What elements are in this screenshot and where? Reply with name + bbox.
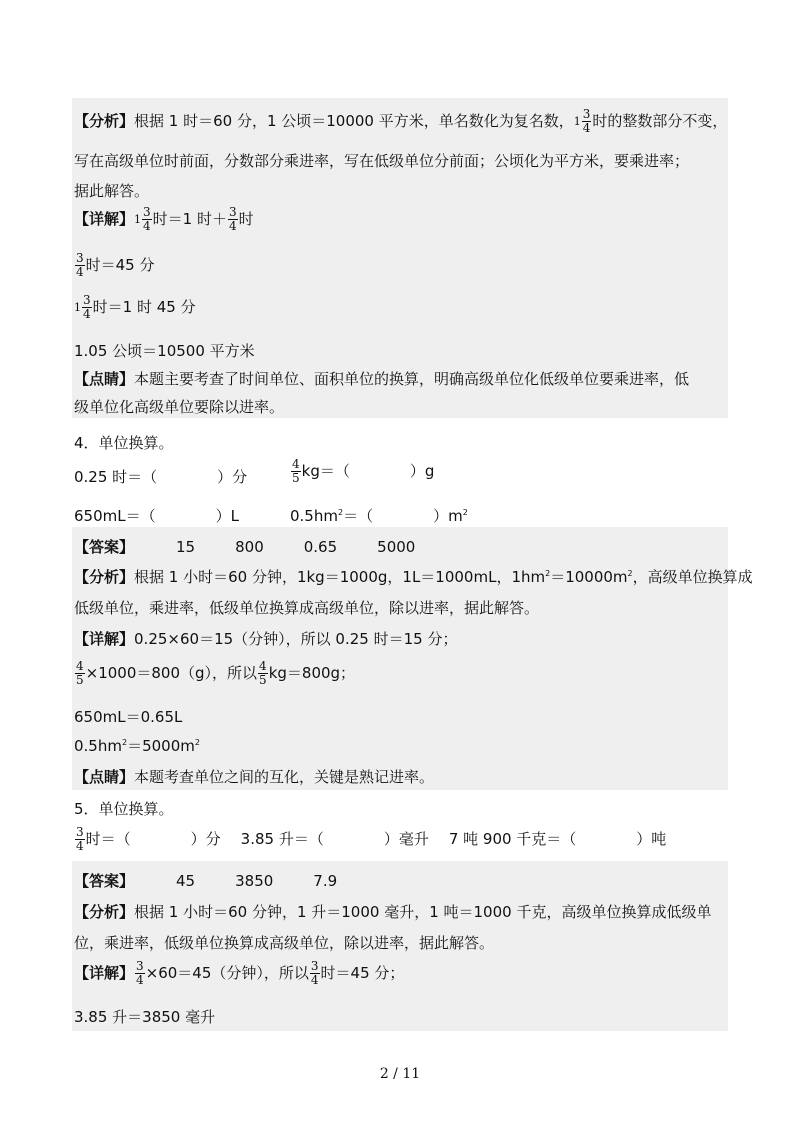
analysis-label: 【分析】 [74,903,135,921]
fraction: $\frac{4}{5}$ [259,659,267,687]
q3-detail-line-3: 1 $\frac{3}{4}$ 时＝1 时 45 分 [74,293,196,321]
q5-detail-line-1: 【详解】 $\frac{3}{4}$ ×60＝45（分钟），所以 $\frac{3}{4}$ 时＝45 分； [74,959,405,987]
q3-analysis-line-2: 写在高级单位时前面，分数部分乘进率，写在低级单位分前面；公顷化为平方米，要乘进率； [74,152,690,170]
detail-label: 【详解】 [74,964,135,982]
q4-detail-line-3: 650mL＝0.65L [74,708,183,726]
fraction: $\frac{3}{4}$ [76,251,84,279]
answer-value: 3850 [235,872,274,890]
analysis-label: 【分析】 [74,112,135,130]
page-number: 2 / 11 [379,1066,421,1082]
q5-analysis-line-2: 位，乘进率，低级单位换算成高级单位，除以进率，据此解答。 [74,934,495,952]
q5-analysis-line-1: 【分析】根据 1 小时＝60 分钟，1 升＝1000 毫升，1 吨＝1000 千克，高级单位换算成低级单 [74,903,712,921]
fraction: $\frac{3}{4}$ [76,825,84,853]
q4-row-1a: 0.25 时＝（ ）分 [74,468,248,486]
fraction: $\frac{3}{4}$ [83,293,91,321]
comment-label: 【点睛】 [74,370,135,388]
q4-detail-line-1: 【详解】0.25×60＝15（分钟），所以 0.25 时＝15 分； [74,630,458,648]
detail-label: 【详解】 [74,210,135,228]
q5-row: $\frac{3}{4}$ 时＝（ ）分 3.85 升＝（ ）毫升 7 吨 900 千克＝（ ）吨 [76,825,667,853]
q4-row-2b: $0.5hm^2=$（ ）$m^2$ [290,507,468,525]
q3-analysis-line-3: 据此解答。 [74,182,150,200]
analysis-label: 【分析】 [74,568,135,586]
answer-label: 【答案】 [74,872,135,890]
q4-answer [74,536,415,557]
q3-detail-line-2: $\frac{3}{4}$ 时＝45 分 [76,251,155,279]
q5-answer [74,870,337,891]
q4-comment: 【点睛】本题考查单位之间的互化，关键是熟记进率。 [74,768,435,786]
answer-value: 5000 [377,538,416,556]
fraction: $\frac{4}{5}$ [76,659,84,687]
q3-detail-line-4: 1.05 公顷＝10500 平方米 [74,342,255,360]
fraction: $\frac{3}{4}$ [228,205,237,233]
q5-detail-line-2: 3.85 升＝3850 毫升 [74,1008,216,1026]
fraction: $\frac{3}{4}$ [136,959,144,987]
q4-row-2a: 650mL＝（ ）L [74,507,239,525]
q4-analysis-line-2: 低级单位，乘进率，低级单位换算成高级单位，除以进率，据此解答。 [74,599,540,617]
answer-value: 0.65 [303,538,338,556]
q3-detail-line-1: 【详解】1 $\frac{3}{4}$ 时＝1 时＋ $\frac{3}{4}$ 时 [74,205,254,233]
fraction: $\frac{3}{4}$ [310,959,319,987]
fraction: $\frac{3}{4}$ [143,205,151,233]
q3-analysis-line-1: 【分析】根据 1 时＝60 分，1 公顷＝10000 平方米，单名数化为复名数，1 $\frac{3}{4}$ 时的整数部分不变， [74,107,728,135]
q4-detail-line-4: $0.5hm^2=5000m^2$ [74,737,200,755]
answer-value: 7.9 [313,872,338,890]
answer-value: 45 [176,872,196,890]
fraction: $\frac{4}{5}$ [292,457,300,485]
detail-label: 【详解】 [74,630,135,648]
answer-label: 【答案】 [74,538,135,556]
q4-title: 4．单位换算。 [74,434,174,452]
q3-comment-line-1: 【点睛】本题主要考查了时间单位、面积单位的换算，明确高级单位化低级单位要乘进率，低 [74,370,690,388]
q4-analysis-line-1: 【分析】根据 1 小时＝60 分钟，1kg＝1000g，1L＝1000mL，$1hm^2=10000m^2$，高级单位换算成 [74,568,753,586]
q4-row-1b: $\frac{4}{5}$ kg＝（ ）g [292,457,435,485]
q5-title: 5．单位换算。 [74,800,174,818]
answer-value: 15 [176,538,196,556]
comment-label: 【点睛】 [74,768,135,786]
q4-detail-line-2: $\frac{4}{5}$ ×1000＝800（g），所以 $\frac{4}{5}$ kg＝800g； [76,659,356,687]
q3-comment-line-2: 级单位化高级单位要除以进率。 [74,398,285,416]
fraction: $\frac{3}{4}$ [582,107,591,135]
answer-value: 800 [235,538,264,556]
